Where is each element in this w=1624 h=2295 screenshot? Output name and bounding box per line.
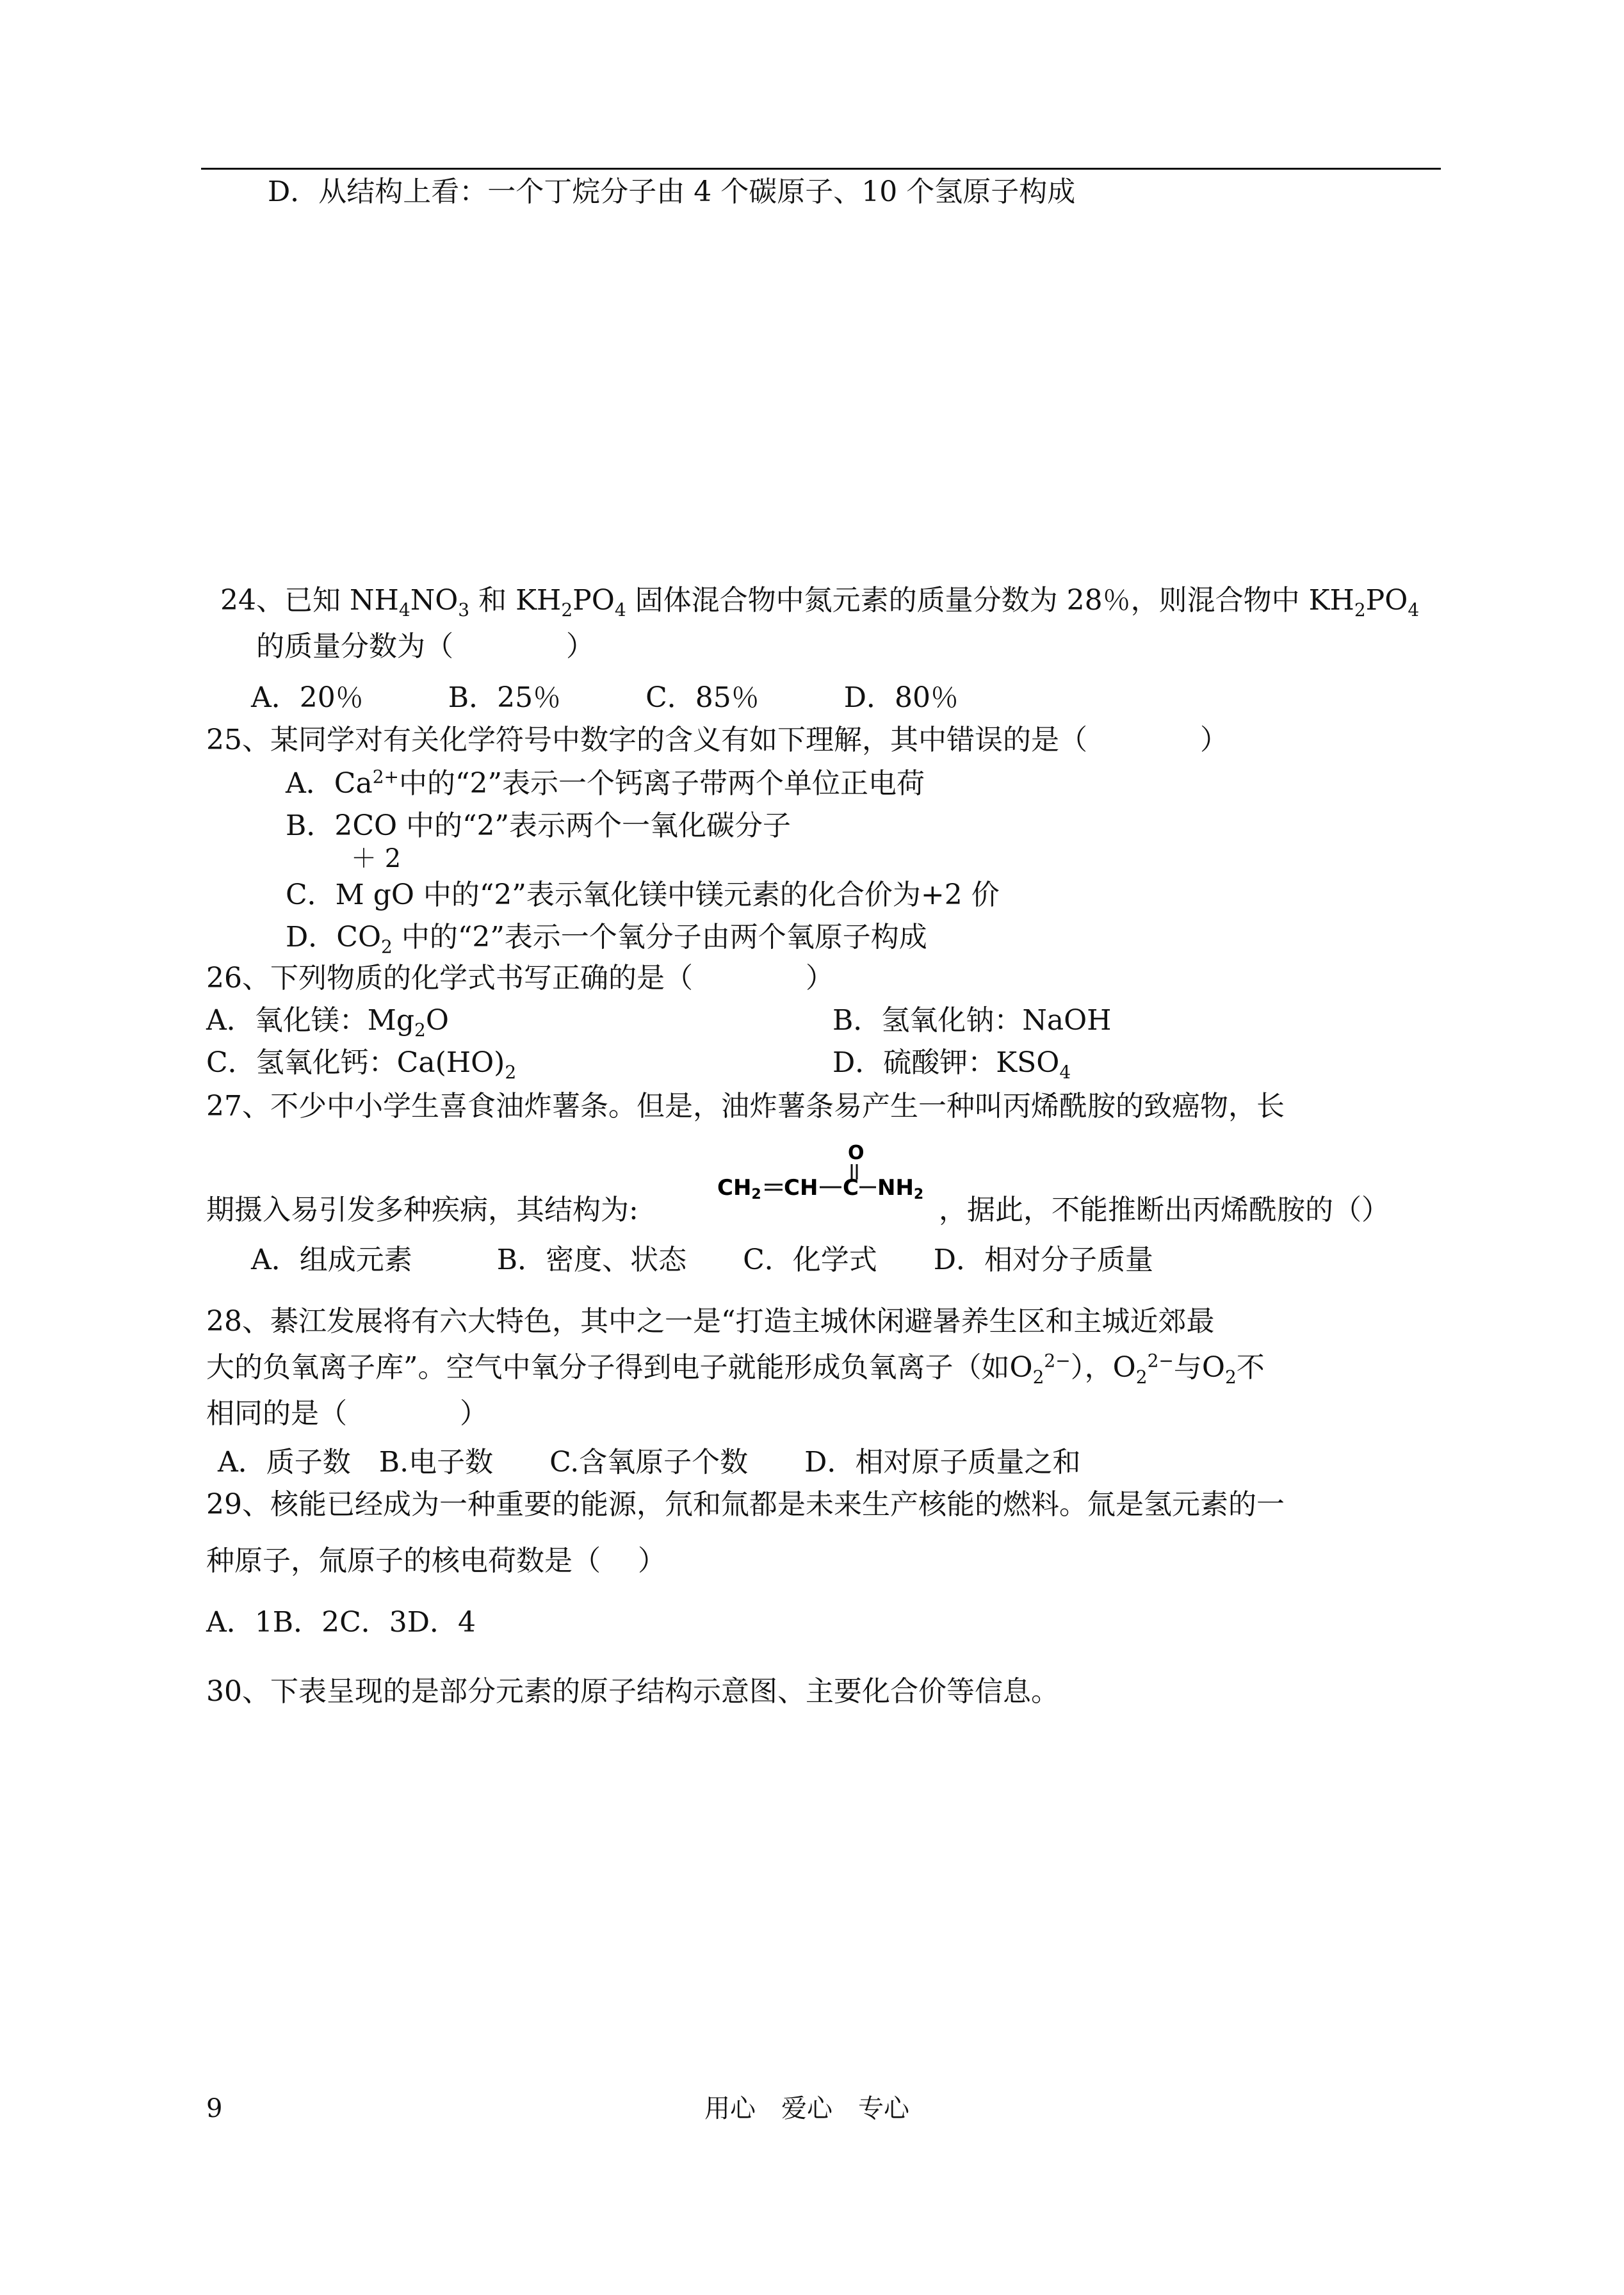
q25-stem: 25、某同学对有关化学符号中数字的含义有如下理解，其中错误的是（ ） <box>206 724 1228 756</box>
acrylamide-structure <box>717 1141 938 1203</box>
q29-line2: 种原子，氚原子的核电荷数是（ ） <box>206 1545 666 1577</box>
q24-stem-line2: 的质量分数为（ ） <box>256 630 594 663</box>
header-rule <box>201 168 1441 170</box>
q26-stem: 26、下列物质的化学式书写正确的是（ ） <box>206 962 834 994</box>
struct-ch2: CH2 <box>717 1175 761 1203</box>
q25-option-d: D．$CO_2$ 中的“2”表示一个氧分子由两个氧原子构成 <box>286 921 927 957</box>
q29-options: A．1B．2C．3D．4 <box>206 1606 476 1639</box>
q25-option-b: B．2CO 中的“2”表示两个一氧化碳分子 <box>286 809 792 842</box>
q27-options: A．组成元素 B．密度、状态 C．化学式 D．相对分子质量 <box>251 1244 1154 1276</box>
q27-stem-line1: 27、不少中小学生喜食油炸薯条。但是，油炸薯条易产生一种叫丙烯酰胺的致癌物，长 <box>206 1090 1285 1123</box>
q28-line3: 相同的是（ ） <box>206 1397 488 1430</box>
q28-line2: 大的负氧离子库”。空气中氧分子得到电子就能形成负氧离子（如$O_2^{2-}$），$O_2^{2-}$与$O_2$不 <box>206 1350 1265 1388</box>
q24-stem: 24、已知 $NH_4NO_3$ 和 $KH_2PO_4$ 固体混合物中氮元素的质量分数为 28％，则混合物中 $KH_2PO_4$ <box>220 584 1420 620</box>
struct-c: C <box>843 1175 859 1201</box>
struct-nh2: NH2 <box>877 1175 924 1203</box>
q23-option-d: D．从结构上看：一个丁烷分子由 4 个碳原子、10 个氢原子构成 <box>268 175 1076 208</box>
q26-option-b: B．氢氧化钠：NaOH <box>832 1004 1112 1037</box>
q26-option-a: A．氧化镁：$Mg_2O$ <box>206 1004 449 1041</box>
struct-oxygen: O <box>848 1142 865 1164</box>
page-number: 9 <box>206 2094 223 2123</box>
footer-motto: 用心 爱心 专心 <box>704 2094 909 2123</box>
q24-options: A．20％ B．25％ C．85％ D．80％ <box>251 681 959 714</box>
q27-stem-line2-post: ，据此，不能推断出丙烯酰胺的（） <box>939 1194 1390 1226</box>
q28-options: A．质子数 B.电子数 C.含氧原子个数 D．相对原子质量之和 <box>218 1446 1081 1479</box>
acrylamide-structure-svg <box>717 1141 938 1203</box>
q29-line1: 29、核能已经成为一种重要的能源，氘和氚都是未来生产核能的燃料。氚是氢元素的一 <box>206 1488 1285 1521</box>
q28-line1: 28、綦江发展将有六大特色，其中之一是“打造主城休闲避暑养生区和主城近郊最 <box>206 1305 1215 1338</box>
struct-ch: CH <box>784 1175 818 1201</box>
q30-stem: 30、下表呈现的是部分元素的原子结构示意图、主要化合价等信息。 <box>206 1675 1059 1708</box>
q25-option-a: A．$Ca^{2+}$中的“2”表示一个钙离子带两个单位正电荷 <box>286 766 925 800</box>
q25-option-c: C．M gO 中的“2”表示氧化镁中镁元素的化合价为+2 价 <box>286 879 1000 911</box>
q26-option-d: D．硫酸钾：$KSO_4$ <box>832 1046 1071 1083</box>
q26-option-c: C．氢氧化钙：$Ca(HO)_2$ <box>206 1046 517 1083</box>
q25-valence-mark: ＋ 2 <box>351 844 402 873</box>
q27-stem-line2-pre: 期摄入易引发多种疾病，其结构为: <box>206 1194 638 1226</box>
